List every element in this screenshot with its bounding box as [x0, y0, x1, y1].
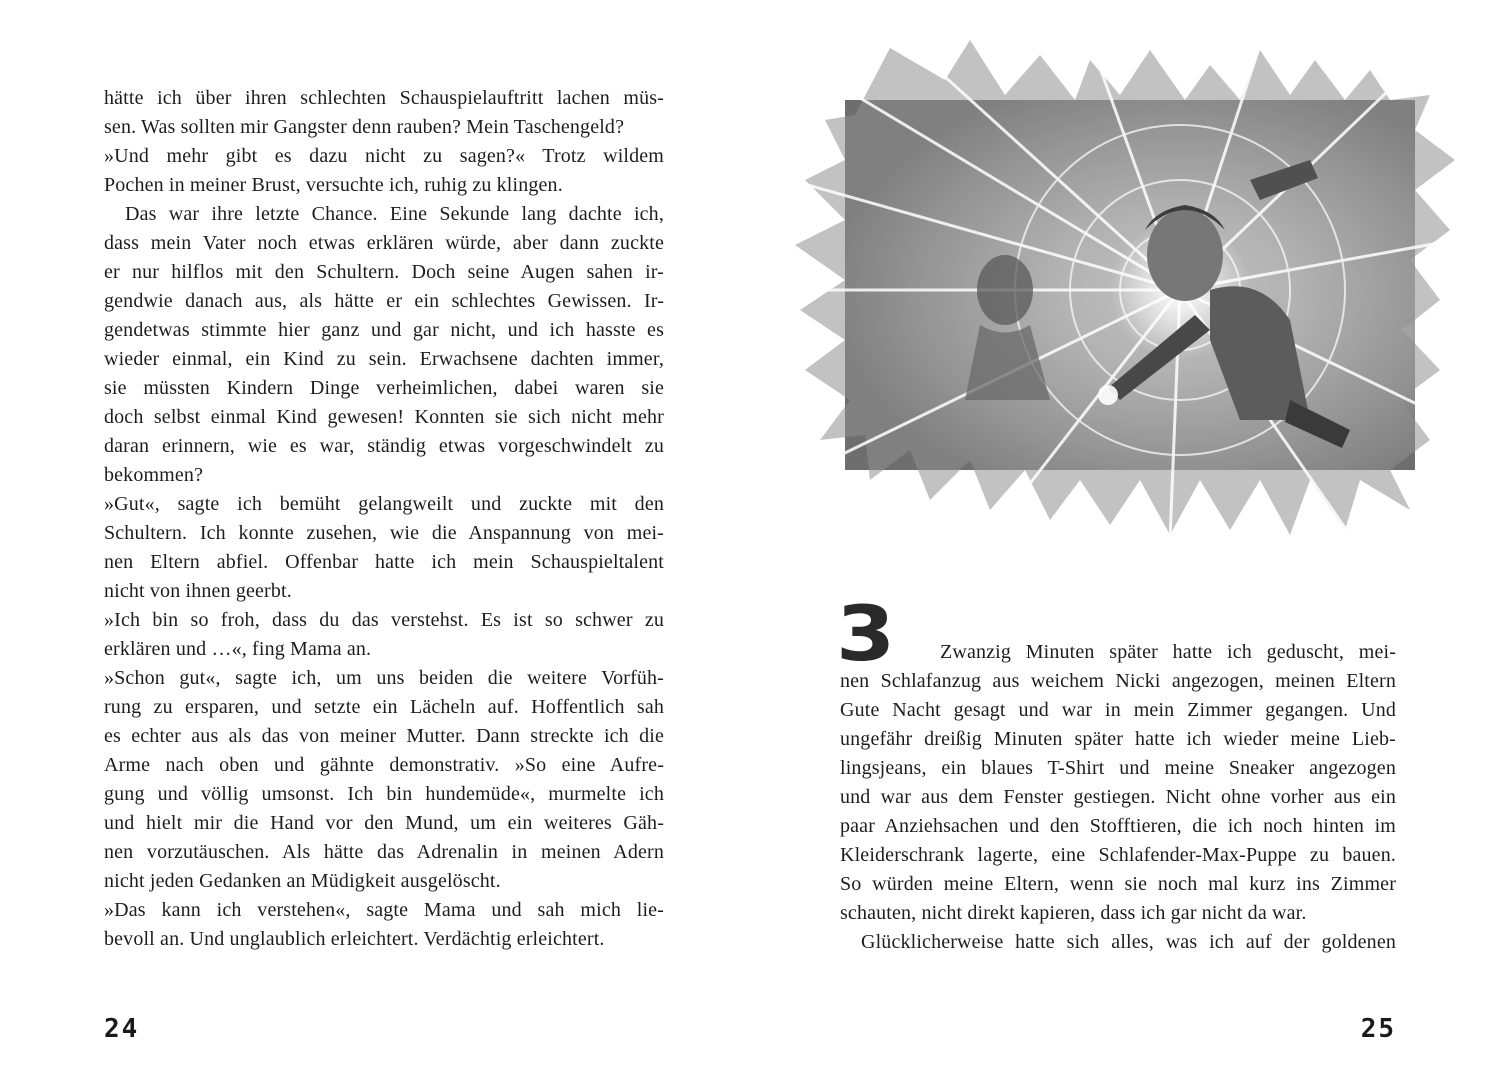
text-line: gendetwas stimmte hier ganz und gar nicht, und ich hasste es — [104, 319, 664, 341]
text-line: »Schon gut«, sagte ich, um uns beiden die weitere Vorfüh- — [104, 667, 664, 689]
burst-background — [790, 40, 1455, 540]
text-line: wieder einmal, ein Kind zu sein. Erwachsene dachten immer, — [104, 348, 664, 370]
text-line: hätte ich über ihren schlechten Schauspielauftritt lachen müs- — [104, 87, 664, 109]
text-line: So würden meine Eltern, wenn sie noch mal kurz ins Zimmer — [840, 873, 1396, 895]
text-line: nen Eltern abfiel. Offenbar hatte ich mein Schauspieltalent — [104, 551, 664, 573]
text-line: doch selbst einmal Kind gewesen! Konnten sie sich nicht mehr — [104, 406, 664, 428]
text-line: Zwanzig Minuten später hatte ich geduscht, mei- — [940, 641, 1396, 663]
text-line: er nur hilflos mit den Schultern. Doch seine Augen sahen ir- — [104, 261, 664, 283]
text-line: Arme nach oben und gähnte demonstrativ. »So eine Aufre- — [104, 754, 664, 776]
text-line: bevoll an. Und unglaublich erleichtert. Verdächtig erleichtert. — [104, 928, 605, 950]
chapter-number: 3 — [836, 589, 896, 678]
text-line: nen vorzutäuschen. Als hätte das Adrenalin in meinen Adern — [104, 841, 664, 863]
text-line: und war aus dem Fenster gestiegen. Nicht ohne vorher aus ein — [840, 786, 1396, 808]
text-line: nen Schlafanzug aus weichem Nicki angezogen, meinen Eltern — [840, 670, 1396, 692]
text-line: Glücklicherweise hatte sich alles, was ich auf der goldenen — [861, 931, 1396, 953]
text-line: daran erinnern, wie es war, ständig etwas vorgeschwindelt zu — [104, 435, 664, 457]
illustration — [790, 40, 1460, 540]
right-page — [750, 0, 1500, 1086]
text-line: Schultern. Ich konnte zusehen, wie die Anspannung von mei- — [104, 522, 664, 544]
text-line: nicht von ihnen geerbt. — [104, 580, 292, 602]
page-number: 24 — [104, 1014, 140, 1044]
text-line: und hielt mir die Hand vor den Mund, um ein weiteres Gäh- — [104, 812, 664, 834]
text-line: »Und mehr gibt es dazu nicht zu sagen?« Trotz wildem — [104, 145, 664, 167]
text-line: ungefähr dreißig Minuten später hatte ich wieder meine Lieb- — [840, 728, 1396, 750]
text-line: gung und völlig umsonst. Ich bin hundemüde«, murmelte ich — [104, 783, 664, 805]
text-line: sen. Was sollten mir Gangster denn rauben? Mein Taschengeld? — [104, 116, 625, 138]
text-line: »Das kann ich verstehen«, sagte Mama und sah mich lie- — [104, 899, 664, 921]
text-line: erklären und …«, fing Mama an. — [104, 638, 372, 660]
text-line: Kleiderschrank lagerte, eine Schlafender-Max-Puppe zu bauen. — [840, 844, 1396, 866]
text-line: sie müssten Kindern Dinge verheimlichen, dabei waren sie — [104, 377, 664, 399]
text-line: rung zu ersparen, und setzte ein Lächeln auf. Hoffentlich sah — [104, 696, 664, 718]
text-line: lingsjeans, ein blaues T-Shirt und meine Sneaker angezogen — [840, 757, 1396, 779]
text-line: paar Anziehsachen und den Stofftieren, die ich noch hinten im — [840, 815, 1396, 837]
text-line: nicht jeden Gedanken an Müdigkeit ausgelöscht. — [104, 870, 501, 892]
text-line: es echter aus als das von meiner Mutter. Dann streckte ich die — [104, 725, 664, 747]
text-line: Gute Nacht gesagt und war in mein Zimmer gegangen. Und — [840, 699, 1396, 721]
text-line: dass mein Vater noch etwas erklären würde, aber dann zuckte — [104, 232, 664, 254]
text-line: »Gut«, sagte ich bemüht gelangweilt und zuckte mit den — [104, 493, 664, 515]
text-line: Das war ihre letzte Chance. Eine Sekunde lang dachte ich, — [125, 203, 664, 225]
text-line: bekommen? — [104, 464, 204, 486]
text-line: »Ich bin so froh, dass du das verstehst. Es ist so schwer zu — [104, 609, 664, 631]
text-line: Pochen in meiner Brust, versuchte ich, ruhig zu klingen. — [104, 174, 563, 196]
text-line: gendwie danach aus, als hätte er ein schlechtes Gewissen. Ir- — [104, 290, 664, 312]
text-line: schauten, nicht direkt kapieren, dass ich gar nicht da war. — [840, 902, 1307, 924]
page-number: 25 — [1360, 1014, 1396, 1044]
